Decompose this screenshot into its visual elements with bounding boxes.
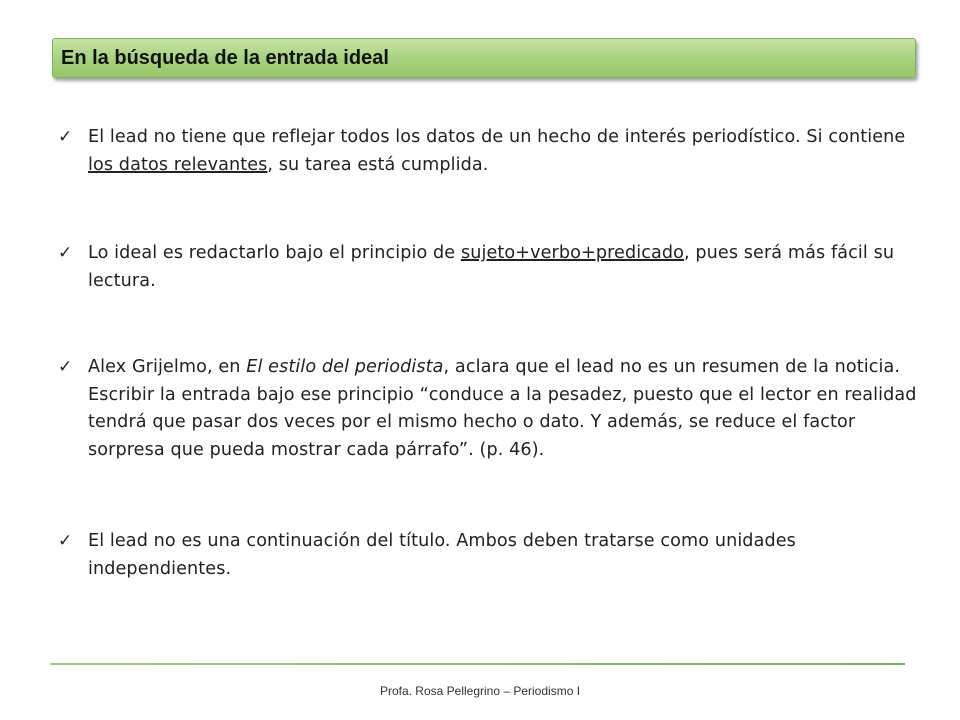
- underlined-phrase: los datos relevantes: [88, 154, 268, 175]
- underlined-phrase: sujeto+verbo+predicado: [460, 243, 684, 263]
- bullet-text-segment: , su tarea está cumplida.: [267, 154, 489, 175]
- check-mark-icon: ✓: [58, 357, 73, 377]
- bullet-text: [88, 124, 928, 179]
- bullet-text: [88, 240, 928, 295]
- bullet-text-segment: , pues será más fácil su lectura.: [88, 243, 895, 291]
- footer-text: Profa. Rosa Pellegrino – Periodismo I: [379, 684, 581, 698]
- footer-divider: [50, 663, 905, 665]
- bullet-item: [58, 354, 928, 464]
- bullet-item: [58, 528, 928, 583]
- check-mark-icon: ✓: [58, 127, 73, 147]
- bullet-text-segment: Alex Grijelmo, en: [88, 357, 247, 377]
- bullet-item: [58, 124, 928, 179]
- bullet-text-segment: Lo ideal es redactarlo bajo el principio de: [88, 243, 461, 263]
- bullet-item: [58, 240, 928, 295]
- check-mark-icon: ✓: [58, 531, 73, 551]
- bullet-text-segment: , aclara que el lead no es un resumen de la noticia. Escribir la entrada bajo ese principio “conduce a la pesadez, puesto que el lector en realidad tendrá que pasar dos veces por el mismo hecho o dato. Y además, se reduce el factor sorpresa que pueda mostrar cada párrafo”. (p. 46).: [88, 357, 917, 460]
- bullet-text-segment: El lead no tiene que reflejar todos los datos de un hecho de interés periodístico. Si contiene: [88, 127, 906, 147]
- bullet-text: [88, 354, 928, 464]
- book-title: El estilo del periodista: [246, 357, 444, 377]
- check-mark-icon: ✓: [58, 243, 73, 263]
- slide-title: En la búsqueda de la entrada ideal: [61, 46, 389, 69]
- bullet-text: El lead no es una continuación del título. Ambos deben tratarse como unidades independientes.: [88, 531, 796, 579]
- slide-title-bar: [52, 38, 916, 78]
